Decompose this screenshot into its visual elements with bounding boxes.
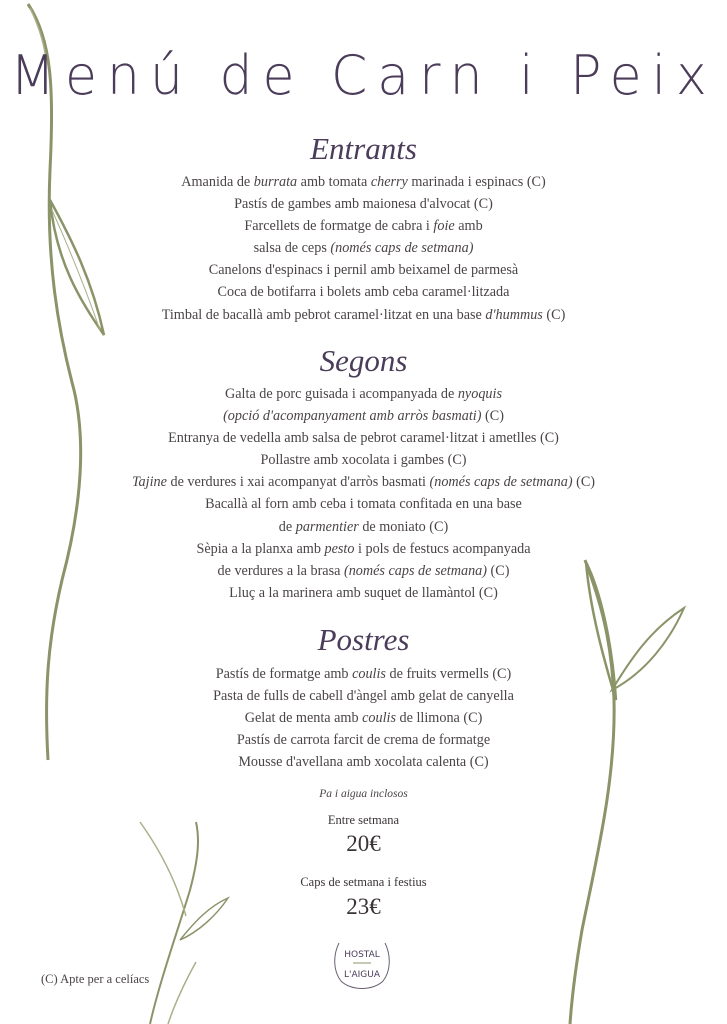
menu-item-line: de parmentier de moniato (C)	[278, 518, 449, 535]
weekday-label: Entre setmana	[327, 813, 400, 827]
menu-item-line: Pasta de fulls de cabell d'àngel amb gelat de canyella	[213, 688, 514, 705]
menu-item-line: Bacallà al forn amb ceba i tomata confitada en una base	[205, 496, 522, 513]
celiac-footnote: (C) Apte per a celíacs	[41, 972, 150, 986]
menu-item-line: Gelat de menta amb coulis de llimona (C)	[244, 710, 483, 727]
menu-item-line: salsa de ceps (només caps de setmana)	[253, 240, 474, 257]
menu-item-line: Amanida de burrata amb tomata cherry marinada i espinacs (C)	[181, 174, 546, 190]
weekday-price: 20€	[346, 831, 381, 856]
menu-title: Menú de Carn i Peix	[10, 44, 717, 108]
postres-list	[60, 663, 667, 773]
menu-item-line: Galta de porc guisada i acompanyada de nyoquis	[225, 386, 502, 402]
entrants-list	[60, 171, 667, 326]
logo-text-bottom: L'AIGUA	[343, 970, 381, 980]
menu-item-line: Pastís de gambes amb maionesa d'alvocat (C)	[234, 196, 493, 213]
weekend-price: 23€	[346, 894, 381, 919]
section-title-segons: Segons	[319, 343, 408, 378]
section-title-entrants: Entrants	[310, 131, 417, 166]
menu-item-line: Farcellets de formatge de cabra i foie amb	[244, 218, 483, 235]
menu-item-line: Canelons d'espinacs i pernil amb beixamel de parmesà	[208, 262, 519, 279]
menu-item-line: Mousse d'avellana amb xocolata calenta (C)	[238, 754, 489, 771]
segons-list	[60, 383, 667, 604]
weekend-label: Caps de setmana i festius	[300, 875, 427, 889]
menu-item-line: Coca de botifarra i bolets amb ceba caramel·litzada	[217, 284, 510, 301]
logo-text-top: HOSTAL	[344, 950, 380, 960]
menu-item-line: (opció d'acompanyament amb arròs basmati) (C)	[223, 408, 504, 425]
menu-item-line: Entranya de vedella amb salsa de pebrot caramel·litzat i ametlles (C)	[168, 430, 559, 447]
menu-item-line: Timbal de bacallà amb pebrot caramel·litzat en una base d'hummus (C)	[161, 306, 566, 323]
section-title-postres: Postres	[317, 622, 410, 657]
included-note: Pa i aigua inclosos	[319, 788, 408, 800]
menu-item-line: Lluç a la marinera amb suquet de llamàntol (C)	[229, 584, 498, 601]
menu-item-line: Pollastre amb xocolata i gambes (C)	[260, 452, 467, 469]
hostal-logo	[329, 935, 395, 991]
menu-item-line: Tajine de verdures i xai acompanyat d'arròs basmati (només caps de setmana) (C)	[131, 474, 596, 491]
menu-item-line: Pastís de formatge amb coulis de fruits vermells (C)	[215, 666, 512, 682]
menu-item-line: Pastís de carrota farcit de crema de formatge	[236, 732, 491, 749]
menu-item-line: de verdures a la brasa (només caps de setmana) (C)	[217, 562, 510, 579]
menu-item-line: Sèpia a la planxa amb pesto i pols de festucs acompanyada	[196, 540, 531, 557]
